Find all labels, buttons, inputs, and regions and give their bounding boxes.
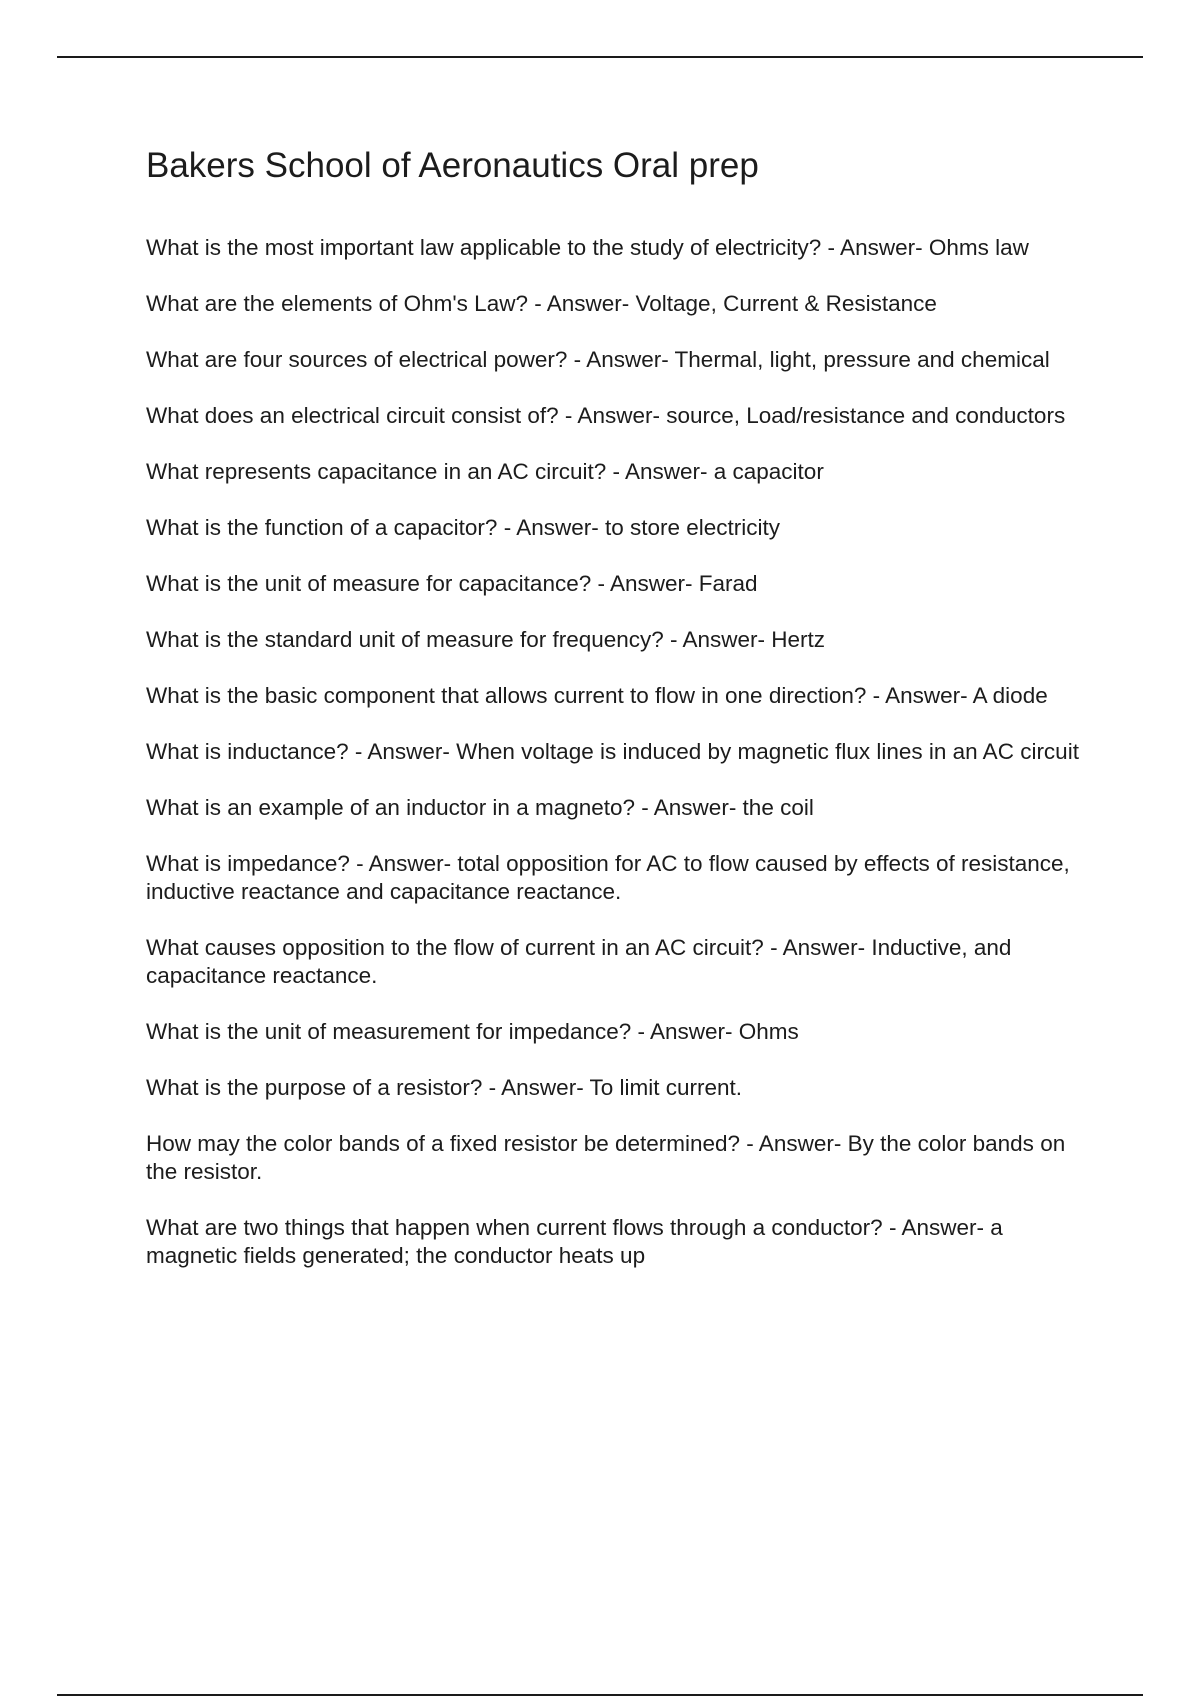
qa-item-6: What is the function of a capacitor? - Answer- to store electricity <box>146 515 781 540</box>
qa-item-16: How may the color bands of a fixed resistor be determined? - Answer- By the color bands on the resistor. <box>146 1131 1066 1184</box>
qa-item-11: What is an example of an inductor in a magneto? - Answer- the coil <box>146 795 814 820</box>
document-body <box>146 140 1086 1270</box>
qa-item-8: What is the standard unit of measure for frequency? - Answer- Hertz <box>146 627 826 652</box>
qa-item-2: What are the elements of Ohm's Law? - Answer- Voltage, Current & Resistance <box>146 291 937 316</box>
qa-item-5: What represents capacitance in an AC circuit? - Answer- a capacitor <box>146 459 824 484</box>
qa-item-1: What is the most important law applicable to the study of electricity? - Answer- Ohms law <box>146 235 1029 260</box>
qa-list <box>146 234 1086 1270</box>
qa-item-13: What causes opposition to the flow of current in an AC circuit? - Answer- Inductive, and capacitance reactance. <box>146 935 1012 988</box>
qa-item-7: What is the unit of measure for capacitance? - Answer- Farad <box>146 571 758 596</box>
qa-item-17: What are two things that happen when current flows through a conductor? - Answer- a magnetic fields generated; the conductor heats up <box>146 1215 1003 1268</box>
qa-item-4: What does an electrical circuit consist of? - Answer- source, Load/resistance and conductors <box>146 403 1066 428</box>
qa-item-3: What are four sources of electrical power? - Answer- Thermal, light, pressure and chemical <box>146 347 1050 372</box>
bottom-divider <box>57 1694 1143 1696</box>
qa-item-14: What is the unit of measurement for impedance? - Answer- Ohms <box>146 1019 799 1044</box>
qa-item-15: What is the purpose of a resistor? - Answer- To limit current. <box>146 1075 743 1100</box>
qa-item-9: What is the basic component that allows current to flow in one direction? - Answer- A diode <box>146 683 1048 708</box>
qa-item-12: What is impedance? - Answer- total opposition for AC to flow caused by effects of resistance, inductive reactance and capacitance reactance. <box>146 851 1070 904</box>
qa-item-10: What is inductance? - Answer- When voltage is induced by magnetic flux lines in an AC circuit <box>146 739 1079 764</box>
page-title: Bakers School of Aeronautics Oral prep <box>146 146 759 185</box>
top-divider <box>57 56 1143 58</box>
